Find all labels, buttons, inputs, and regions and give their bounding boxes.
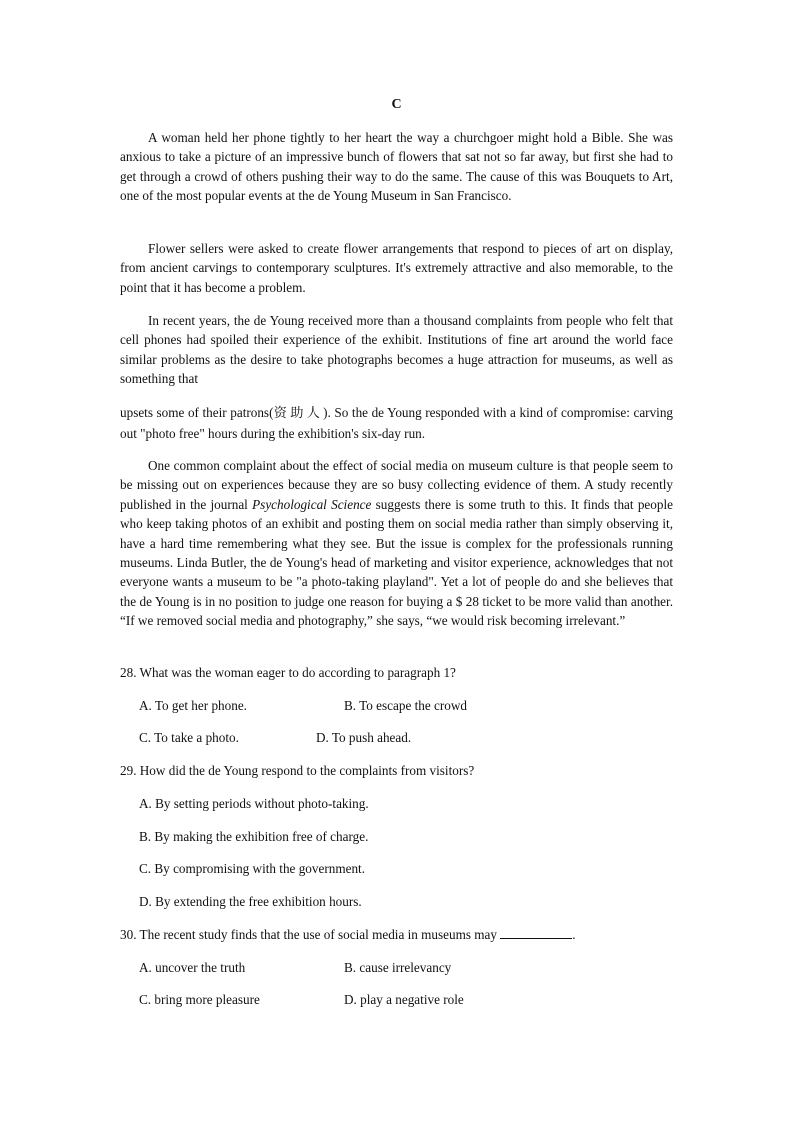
passage-paragraph-1: A woman held her phone tightly to her heart the way a churchgoer might hold a Bible. She was anxious to take a picture of an impressive bunch of flowers that sat not so far away, but first she had to get through a crowd of others pushing their way to do the same. The cause of this was Bouquets to Art, one of the most popular events at the de Young Museum in San Francisco. [120,130,673,204]
question-29-option-c[interactable]: C. By compromising with the government. [139,861,365,876]
paragraph-3-text-after: ). So the de Young responded with a kind of compromise: carving out "photo free" hours during the exhibition's six-day run. [120,405,674,441]
paragraph-4-text-after: suggests there is some truth to this. It finds that people who keep taking photos of an exhibit and posting them on social media rather than simply observing it, have a hard time remembering what they see. But the issue is complex for the professionals running museums. Linda Butler, the de Young's head of marketing and visitor experience, acknowledges that not everyone wants a museum to be "a photo-taking playland". Yet a lot of people do and she believes that the de Young is in no position to judge one reason for buying a $ 28 ticket to be more valid than another. “If we removed social media and photography,” she says, “we would risk becoming irrelevant.” [120,496,673,629]
question-28-stem: 28. What was the woman eager to do according to paragraph 1? [120,665,456,680]
question-29-option-d[interactable]: D. By extending the free exhibition hours. [139,894,362,909]
question-29-option-a[interactable]: A. By setting periods without photo-taking. [139,796,369,811]
question-30-option-b[interactable]: B. cause irrelevancy [344,960,452,975]
passage-paragraph-4 [120,456,673,631]
question-30-stem [120,925,673,944]
question-30-stem-end: . [572,927,576,942]
paragraph-4-text-before: One common complaint about the effect of social media on museum culture is that people seem to be missing out on experiences because they are so busy collecting evidence of them. A study recently published in the journal [120,458,673,512]
question-28-option-b[interactable]: B. To escape the crowd [344,698,467,713]
passage-paragraph-2: Flower sellers were asked to create flower arrangements that respond to pieces of art on display, from ancient carvings to contemporary sculptures. It's extremely attractive and also memorable, to the point that it has become a problem. [120,241,673,295]
question-30-option-d[interactable]: D. play a negative role [344,992,464,1007]
passage-paragraph-3: In recent years, the de Young received more than a thousand complaints from people who felt that cell phones had spoiled their experience of the exhibit. Institutions of fine art around the world face similar problems as the desire to take photographs becomes a huge attraction for museums, as well as something that [120,313,673,387]
question-29-option-b[interactable]: B. By making the exhibition free of charge. [139,829,369,844]
question-30-stem-text: 30. The recent study finds that the use of social media in museums may [120,927,501,942]
question-29-stem: 29. How did the de Young respond to the complaints from visitors? [120,763,475,778]
question-30-option-c[interactable]: C. bring more pleasure [139,992,260,1007]
question-28-option-d[interactable]: D. To push ahead. [316,730,412,745]
journal-name: Psychological Science [252,496,372,512]
chinese-gloss: 资助人 [273,405,324,420]
section-heading: C [391,97,402,112]
answer-blank [500,926,572,939]
question-30-option-a[interactable]: A. uncover the truth [139,960,246,975]
question-28-option-a[interactable]: A. To get her phone. [139,698,247,713]
paragraph-3-text-before: upsets some of their patrons( [120,405,274,420]
passage-paragraph-3-continued [120,402,673,444]
question-28-option-c[interactable]: C. To take a photo. [139,730,239,745]
